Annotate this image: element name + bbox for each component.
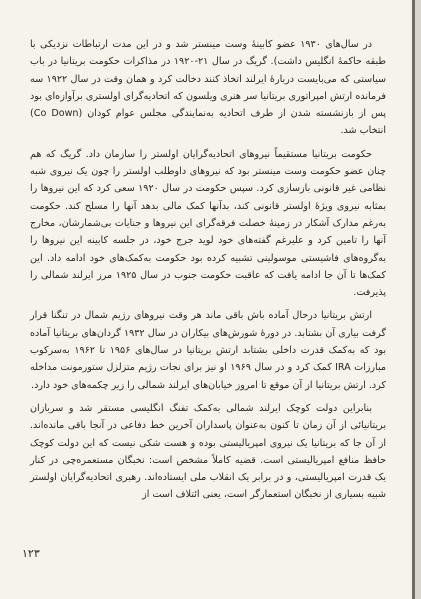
paragraph-4: بنابراین دولت کوچک ایرلند شمالی به‌کمک تفنگ انگلیسی مستقر شد و سربازان بریتانیائی از آن زمان تا کنون به‌عنوان پاسداران آخرین خط دفاعی در آنجا باقی مانده‌اند. از آن جا که بریتانیا یک نیروی امپریالیستی بوده و هست شکی نیست که این دولت کوچک حافظ منافع امپریالیستی است. قضیه کاملاً مشخص است: نخبگان مستعمره‌چی در کنار یک قدرت امپریالیستی، و در برابر یک انقلاب ملی ایستاده‌اند. رهبری اتحادیه‌گرایان اولستر شبیه بسیاری از نخبگان استعمارگر است، یعنی ائتلاف است از [30, 402, 386, 501]
paragraph-2: حکومت بریتانیا مستقیماً نیروهای اتحادیه‌گرایان اولستر را سازمان داد. گریگ که هم چنان عضو حکومت وست مینستر بود که نیروهای داوطلب اولستر را چون یک نیروی شبه نظامی غیر قانونی بازسازی کرد. سپس حکومت در سال ۱۹۲۰ سعی کرد که این نیروها را بمثابه نیروی ویژهٔ اولستر قانونی کند، بدآنها کمک مالی بدهد آنها را مسلح کند. حکومت به‌رغم مدارک آشکار در زمینهٔ خصلت فرقه‌گرای این نیروها و جنایات بی‌شمارشان، مخارج آنها را تامین کرد و علیرغم گفته‌های خود لوید جرج خود، در جلسه کابینه این نیروها را به‌گروه‌های فاشیستی موسولینی تشبیه کرده بود حکومت به‌کمک‌های خود ادامه داد. این کمک‌ها تا آن جا ادامه یافت که عاقبت حکومت جنوب در سال ۱۹۲۵ مرز ایرلند شمالی را پذیرفت. [30, 148, 386, 299]
page-number: ۱۲۳ [22, 547, 40, 560]
paragraph-1: در سال‌های ۱۹۳۰ عضو کابینهٔ وست مینستر شد و در این مدت ارتباطات نزدیکی با طبقه حاکمهٔ انگلیس داشت). گریگ در سال ۲۱-۱۹۲۰ در مذاکرات حکومت بریتانیا در باب سیاستی که می‌بایست دربارهٔ ایرلند اتخاذ کنند دخالت کرد و همان وقت در سال ۱۹۲۲ سه فرمانده ارتش امپراتوری بریتانیا سر هنری ویلسون که اتحادیه‌گرای اولستری برآوازه‌ای بود پس از بازنشسته شدن از طرف اتحادیه به‌نمایندگی مجلس عوام کودان (Co Down) انتخاب شد. [30, 39, 386, 137]
body-text [30, 36, 386, 510]
paragraph-3: ارتش بریتانیا درحال آماده باش باقی ماند هر وقت نیروهای رژیم شمال در تنگنا قرار گرفت بیاری آن بشتابد. در دورهٔ شورش‌های بیکاران در سال ۱۹۳۲ گردان‌های بریتانیا آماده بود که به‌کمک قدرت داخلی بشتابد ارتش بریتانیا در سال‌های ۱۹۵۶ تا ۱۹۶۲ به‌سرکوب مبارزات IRA کمک کرد و در سال ۱۹۶۹ او نیز برای نجات رژیم متزلزل ستورمونت مداخله کرد. ارتش بریتانیا از آن موقع تا امروز خیابان‌های ایرلند شمالی را زیر چکمه‌های خود دارد. [30, 310, 386, 391]
